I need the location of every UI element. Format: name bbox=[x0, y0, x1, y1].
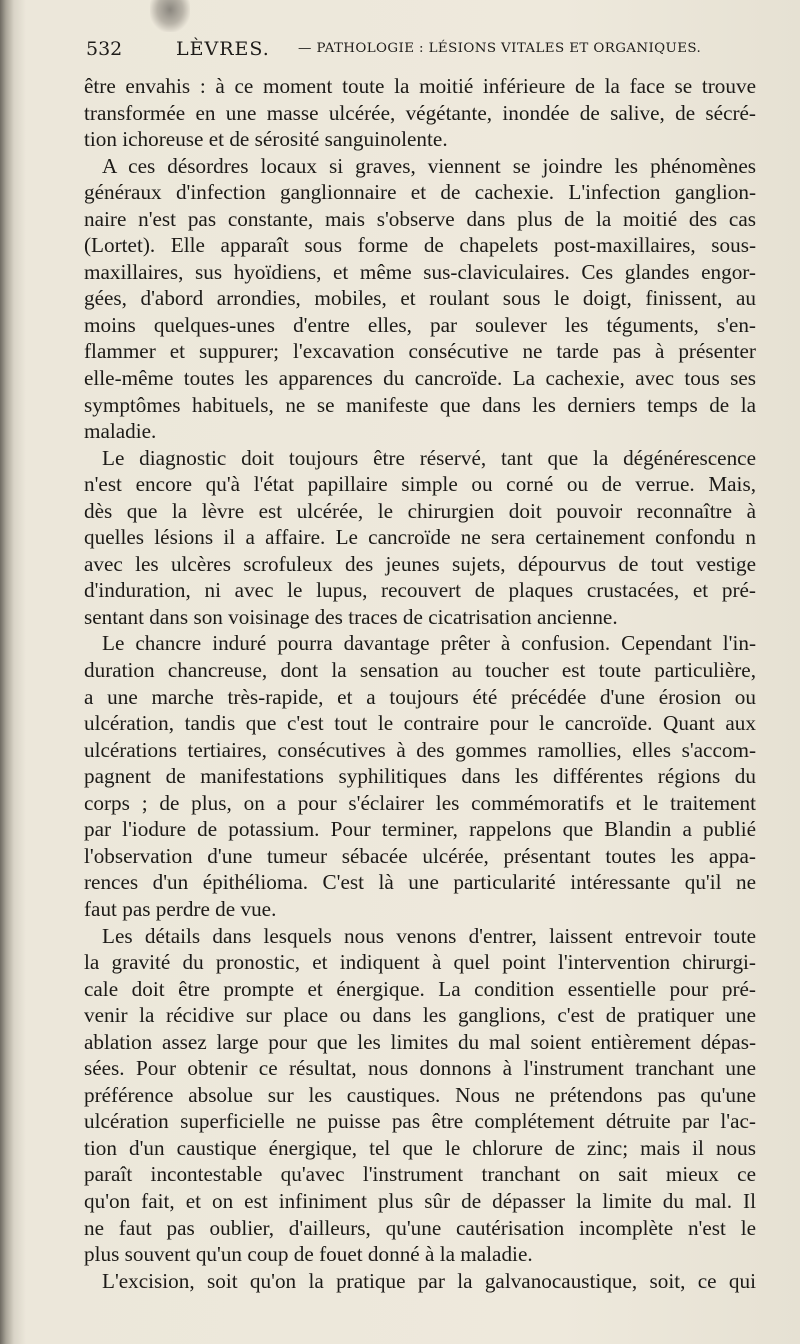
text-line: faut pas perdre de vue. bbox=[84, 896, 277, 921]
text-line: transformée en une masse ulcérée, végétante, inondée de salive, de sécré- bbox=[84, 100, 756, 125]
paragraph-first-line: Le diagnostic doit toujours être réservé, tant que la dégénérescence bbox=[102, 445, 756, 470]
text-line: moins quelques-unes d'entre elles, par soulever les téguments, s'en- bbox=[84, 312, 756, 337]
text-line: ulcération, tandis que c'est tout le contraire pour le cancroïde. Quant aux bbox=[84, 711, 756, 736]
text-line: maladie. bbox=[84, 419, 157, 444]
text-line: dès que la lèvre est ulcérée, le chirurgien doit pouvoir reconnaître à bbox=[84, 498, 756, 523]
text-line: sentant dans son voisinage des traces de cicatrisation ancienne. bbox=[84, 604, 618, 629]
text-line: quelles lésions il a affaire. Le cancroïde ne sera certainement confondu n bbox=[84, 525, 756, 550]
text-line: cale doit être prompte et énergique. La condition essentielle pour pré- bbox=[84, 976, 756, 1001]
text-line: d'induration, ni avec le lupus, recouvert de plaques crustacées, et pré- bbox=[84, 578, 756, 603]
running-subtitle: — PATHOLOGIE : LÉSIONS VITALES ET ORGANIQUES. bbox=[298, 41, 702, 56]
text-line: tion ichoreuse et de sérosité sanguinolente. bbox=[84, 127, 448, 152]
running-title: LÈVRES. bbox=[176, 38, 270, 60]
text-line: la gravité du pronostic, et indiquent à quel point l'intervention chirurgi- bbox=[84, 950, 756, 975]
text-line: maxillaires, sus hyoïdiens, et même sus-claviculaires. Ces glandes engor- bbox=[84, 259, 756, 284]
text-line: elle-même toutes les apparences du cancroïde. La cachexie, avec tous ses bbox=[84, 366, 756, 391]
text-line: tion d'un caustique énergique, tel que le chlorure de zinc; mais il nous bbox=[84, 1135, 756, 1160]
text-line: duration chancreuse, dont la sensation au toucher est toute particulière, bbox=[84, 658, 756, 683]
text-line: ne faut pas oublier, d'ailleurs, qu'une cautérisation incomplète n'est le bbox=[84, 1215, 756, 1240]
paragraph-first-line: Les détails dans lesquels nous venons d'entrer, laissent entrevoir toute bbox=[102, 923, 756, 948]
text-line: ulcération superficielle ne puisse pas être complétement détruite par l'ac- bbox=[84, 1109, 756, 1134]
text-line: flammer et suppurer; l'excavation consécutive ne tarde pas à présenter bbox=[84, 339, 756, 364]
page-number: 532 bbox=[86, 38, 123, 60]
text-line: naire n'est pas constante, mais s'observe dans plus de la moitié des cas bbox=[84, 206, 756, 231]
text-line: n'est encore qu'à l'état papillaire simple ou corné ou de verrue. Mais, bbox=[84, 472, 756, 497]
text-line: paraît incontestable qu'avec l'instrument tranchant on sait mieux ce bbox=[84, 1162, 756, 1187]
text-line: plus souvent qu'un coup de fouet donné à la maladie. bbox=[84, 1242, 533, 1267]
text-line: sées. Pour obtenir ce résultat, nous donnons à l'instrument tranchant une bbox=[84, 1056, 756, 1081]
running-header bbox=[86, 38, 766, 62]
text-line: être envahis : à ce moment toute la moitié inférieure de la face se trouve bbox=[84, 74, 756, 98]
paragraph-first-line: Le chancre induré pourra davantage prêter à confusion. Cependant l'in- bbox=[102, 631, 756, 656]
text-line: pagnent de manifestations syphilitiques dans les différentes régions du bbox=[84, 764, 756, 789]
text-line: venir la récidive sur place ou dans les ganglions, c'est de pratiquer une bbox=[84, 1003, 756, 1028]
text-line: (Lortet). Elle apparaît sous forme de chapelets post-maxillaires, sous- bbox=[84, 233, 756, 258]
paragraph-first-line: A ces désordres locaux si graves, viennent se joindre les phénomènes bbox=[102, 153, 756, 178]
text-line: ulcérations tertiaires, consécutives à des gommes ramollies, elles s'accom- bbox=[84, 737, 756, 762]
text-line: l'observation d'une tumeur sébacée ulcérée, présentant toutes les appa- bbox=[84, 843, 756, 868]
text-line: généraux d'infection ganglionnaire et de cachexie. L'infection ganglion- bbox=[84, 180, 756, 205]
text-line: ablation assez large pour que les limites du mal soient entièrement dépas- bbox=[84, 1029, 756, 1054]
text-line: avec les ulcères scrofuleux des jeunes sujets, dépourvus de tout vestige bbox=[84, 551, 756, 576]
text-line: par l'iodure de potassium. Pour terminer, rappelons que Blandin a publié bbox=[84, 817, 756, 842]
text-line: gées, d'abord arrondies, mobiles, et roulant sous le doigt, finissent, au bbox=[84, 286, 756, 311]
text-line: a une marche très-rapide, et a toujours été précédée d'une érosion ou bbox=[84, 684, 756, 709]
paragraph-first-line: L'excision, soit qu'on la pratique par la galvanocaustique, soit, ce qui bbox=[102, 1268, 756, 1293]
text-line: corps ; de plus, on a pour s'éclairer les commémoratifs et le traitement bbox=[84, 790, 756, 815]
ink-blot bbox=[150, 0, 190, 32]
text-line: préférence absolue sur les caustiques. Nous ne prétendons pas qu'une bbox=[84, 1082, 756, 1107]
text-line: symptômes habituels, ne se manifeste que dans les derniers temps de la bbox=[84, 392, 756, 417]
body-text bbox=[84, 73, 756, 1294]
text-line: rences d'un épithélioma. C'est là une particularité intéressante qu'il ne bbox=[84, 870, 756, 895]
text-line: qu'on fait, et on est infiniment plus sûr de dépasser la limite du mal. Il bbox=[84, 1188, 756, 1213]
